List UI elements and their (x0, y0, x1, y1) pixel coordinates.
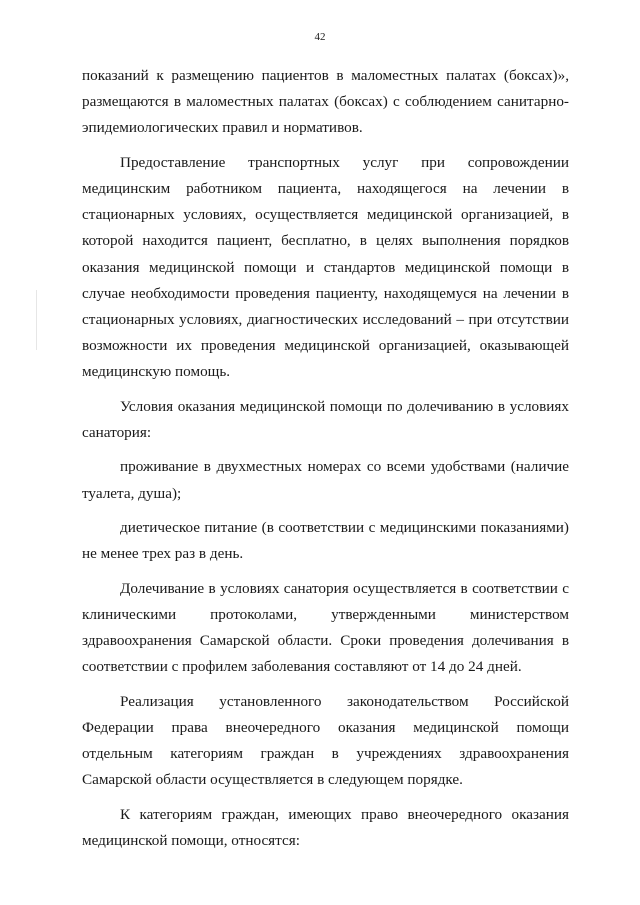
paragraph-citizen-categories: К категориям граждан, имеющих право внеочередного оказания медицинской помощи, относятся: (82, 805, 569, 849)
paragraph-rehabilitation-terms: Долечивание в условиях санатория осуществляется в соответствии с клиническими протоколами, утвержденными министерством здравоохранения Самарской области. Сроки проведения долечивания в соответствии с профилем заболевания составляют от 14 до 24 дней. (82, 579, 569, 676)
paragraph-transport-services: Предоставление транспортных услуг при сопровождении медицинским работником пациента, находящегося на лечении в стационарных условиях, осуществляется медицинской организацией, в которой находится пациент, бесплатно, в целях выполнения порядков оказания медицинской помощи и стандартов медицинской помощи в случае необходимости проведения пациенту, находящемуся на лечении в стационарных условиях, диагностических исследований – при отсутствии возможности их проведения медицинской организацией, оказывающей медицинскую помощь. (82, 153, 569, 381)
paragraph-diet: диетическое питание (в соответствии с медицинскими показаниями) не менее трех раз в день. (82, 519, 569, 563)
paragraph-sanatorium-conditions: Условия оказания медицинской помощи по долечиванию в условиях санатория: (82, 397, 569, 442)
paragraph-priority-care: Реализация установленного законодательством Российской Федерации права внеочередного оказания медицинской помощи отдельным категориям граждан в учреждениях здравоохранения Самарской области осуществляется в следующем порядке. (82, 692, 569, 789)
paragraph-continuation: показаний к размещению пациентов в маломестных палатах (боксах)», размещаются в маломестных палатах (боксах) с соблюдением санитарно-эпидемиологических правил и нормативов. (82, 67, 569, 137)
page-number: 42 (314, 31, 326, 43)
scan-artifact (36, 290, 37, 350)
paragraph-accommodation: проживание в двухместных номерах со всеми удобствами (наличие туалета, душа); (82, 458, 569, 502)
document-body (82, 63, 569, 862)
